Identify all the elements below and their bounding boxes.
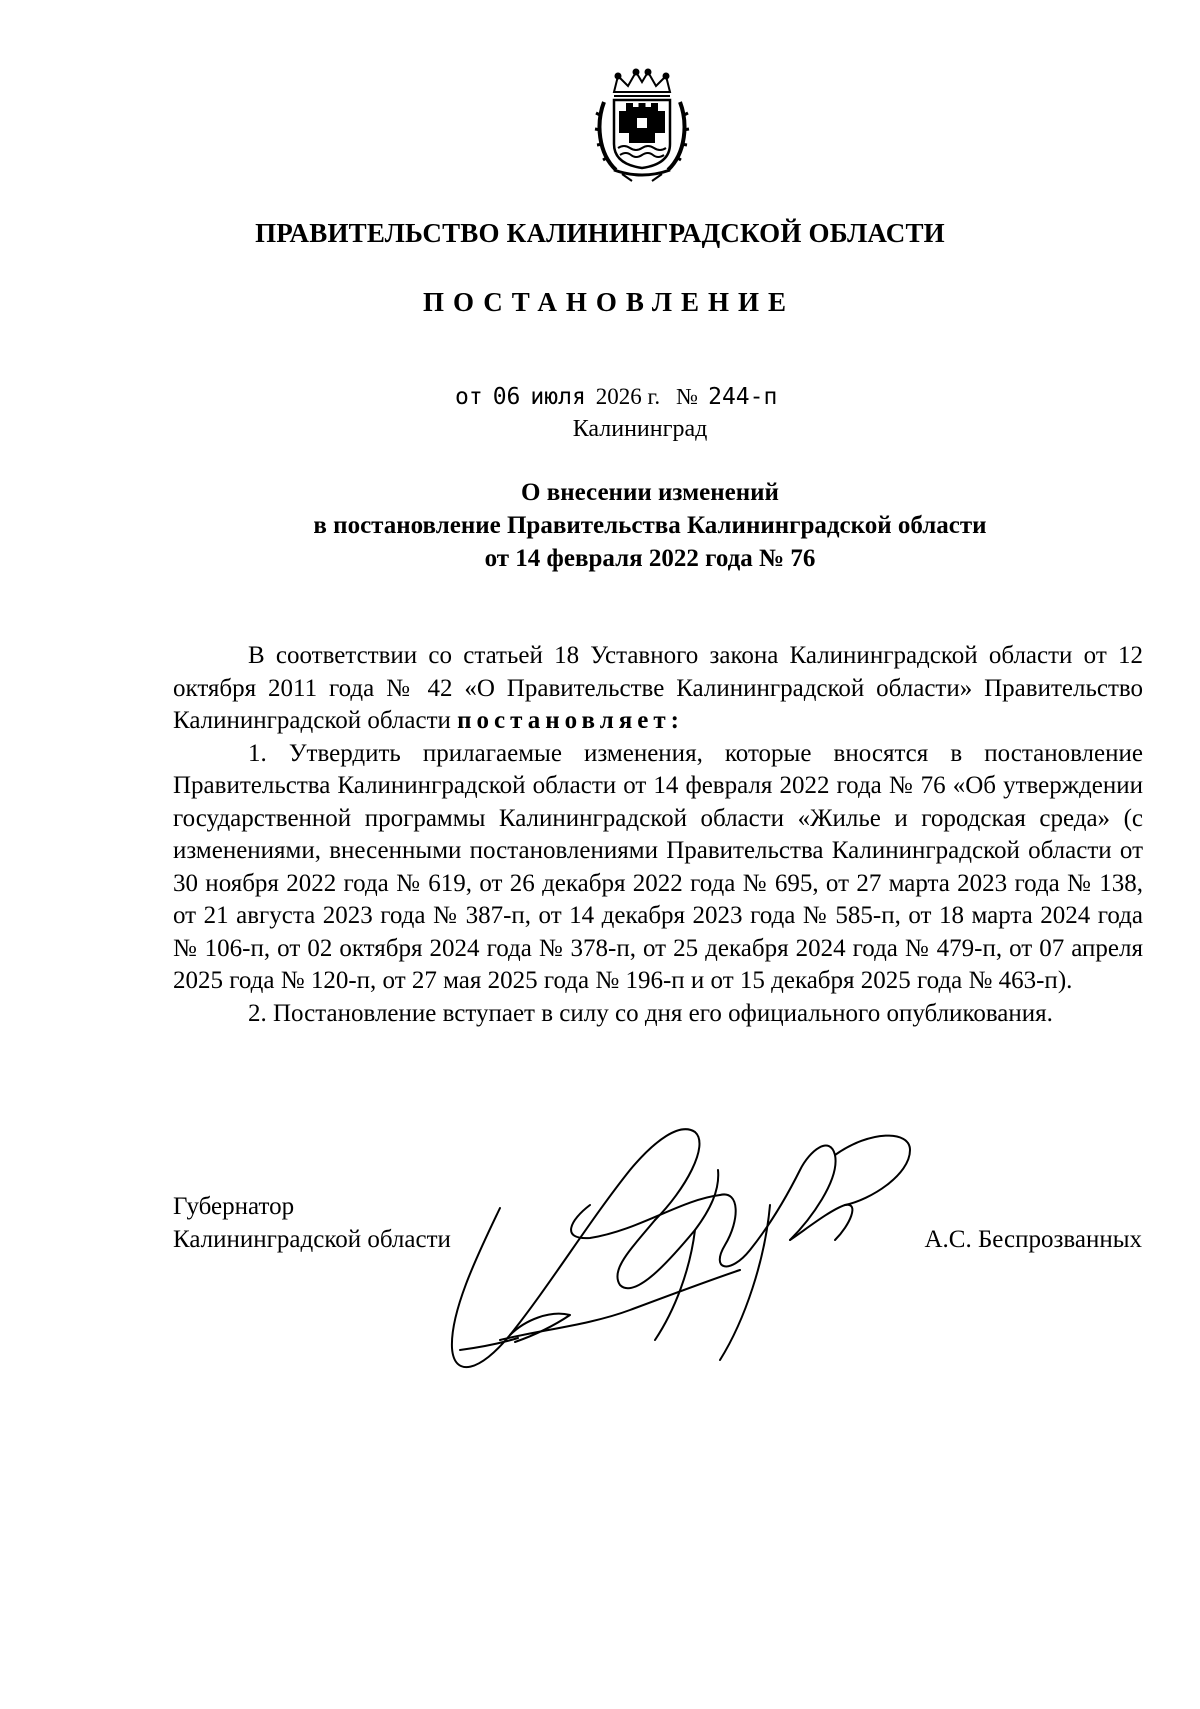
document-number: 244-п	[708, 384, 778, 410]
signer-name: А.С. Беспрозванных	[924, 1226, 1142, 1253]
preamble-text: В соответствии со статьей 18 Уставного закона Калининградской области от 12 октября 2011 года № 42 «О Правительстве Калининградской области» Правительство Калининградской области	[173, 642, 1143, 734]
number-sign: №	[676, 384, 699, 409]
position-line: Губернатор	[173, 1193, 295, 1220]
date-prefix: от	[455, 384, 483, 410]
signer-position	[173, 1190, 451, 1256]
subject-line: в постановление Правительства Калининградской области	[313, 512, 987, 539]
date-month: июля	[530, 384, 586, 410]
date-day: 06	[492, 384, 521, 410]
document-type: ПОСТАНОВЛЕНИЕ	[422, 287, 796, 317]
document-body	[173, 640, 1143, 1030]
decree-word: постановляет:	[457, 707, 684, 734]
handwritten-signature	[440, 1110, 930, 1385]
position-line: Калининградской области	[173, 1226, 451, 1253]
document-date-number	[455, 384, 787, 410]
preamble-paragraph	[173, 640, 1143, 738]
subject-line: от 14 февраля 2022 года № 76	[484, 545, 816, 572]
organization-title: ПРАВИТЕЛЬСТВО КАЛИНИНГРАДСКОЙ ОБЛАСТИ	[255, 218, 945, 248]
item-2-paragraph: 2. Постановление вступает в силу со дня его официального опубликования.	[248, 999, 1053, 1027]
document-subject	[0, 476, 1200, 575]
city: Калининград	[572, 416, 708, 442]
date-year: 2026 г.	[595, 384, 661, 409]
item-1-paragraph: 1. Утвердить прилагаемые изменения, которые вносятся в постановление Правительства Калининградской области от 14 февраля 2022 года № 76 «Об утверждении государственной программы Калининградской области «Жилье и городская среда» (с изменениями, внесенными постановлениями Правительства Калининградской области от 30 ноября 2022 года № 619, от 26 декабря 2022 года № 695, от 27 марта 2023 года № 138, от 21 августа 2023 года № 387-п, от 14 декабря 2023 года № 585-п, от 18 марта 2024 года № 106-п, от 02 октября 2024 года № 378-п, от 25 декабря 2024 года № 479-п, от 07 апреля 2025 года № 120-п, от 27 мая 2025 года № 196-п и от 15 декабря 2025 года № 463-п).	[173, 739, 1143, 994]
subject-line: О внесении изменений	[521, 479, 779, 506]
coat-of-arms-icon	[592, 68, 692, 183]
